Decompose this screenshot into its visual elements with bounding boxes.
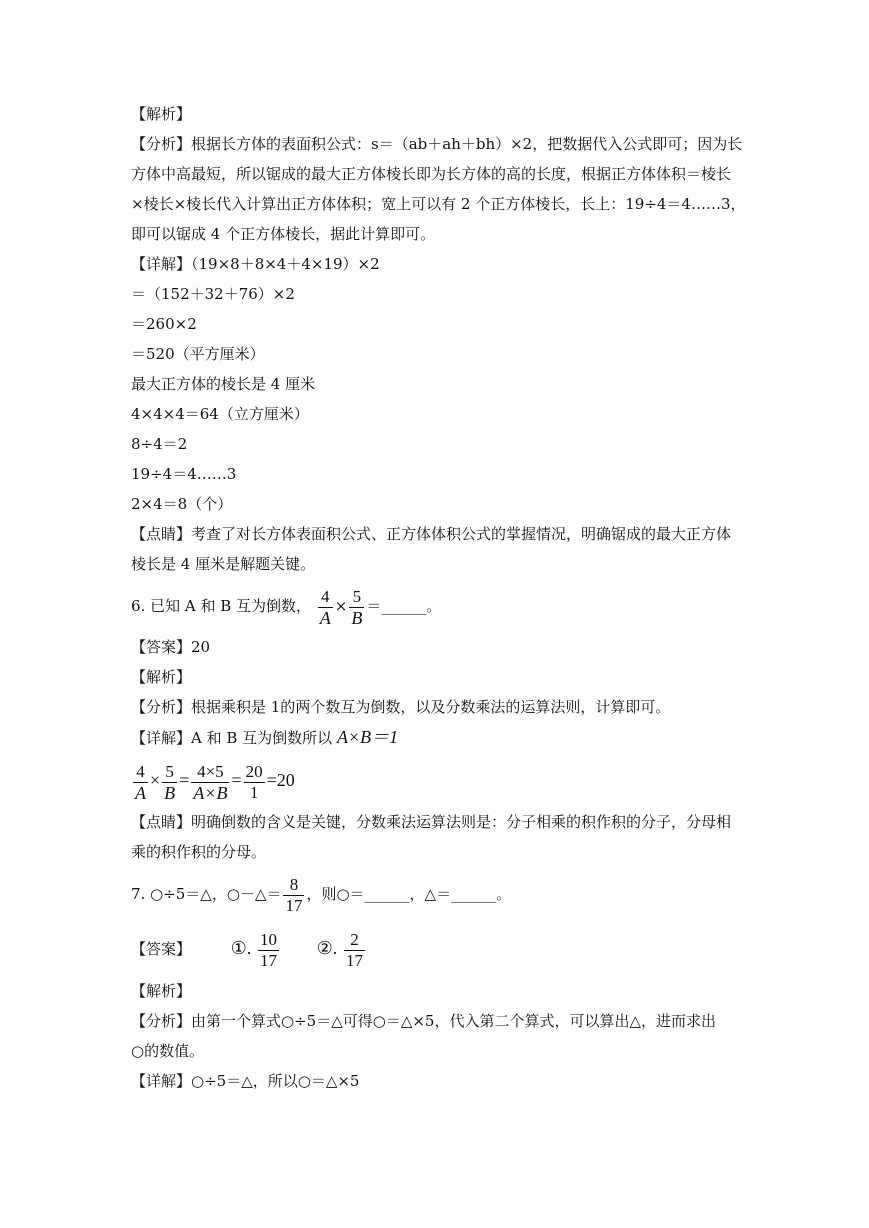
q7-answer-label: 【答案】 [131,940,192,958]
q6-eq-f3-numerator: 4×5 [197,761,224,781]
q6-detail-math: A×B＝1 [336,727,399,747]
comment-line-1: 【点睛】考查了对长方体表面积公式、正方体体积公式的掌握情况，明确锯成的最大正方体 [131,525,732,543]
q7-a1-denominator: 17 [260,950,277,970]
q7-f-denominator: 17 [285,895,303,915]
q6-suffix: 。 [426,597,442,615]
q6-f1-numerator: 4 [321,586,330,606]
q6-eq-fraction-4 [244,762,265,803]
q7-prefix: 7. ○÷5＝△，○－△＝ [131,885,282,903]
q6-f1-denominator: A [319,607,331,628]
q6-equals: ＝ [366,597,382,615]
q6-eq-f2-numerator: 5 [165,761,174,781]
q6-eq-equals-2: = [231,770,242,790]
q6-eq-result: 20 [276,770,295,790]
detail-line-2: ＝（152＋32＋76）×2 [131,285,295,303]
analysis-line-3: ×棱长×棱长代入计算出正方体体积；宽上可以有 2 个正方体棱长，长上：19÷4＝4……3， [131,195,746,213]
q6-eq-f4-denominator: 1 [244,782,265,803]
q6-f2-denominator: B [351,607,363,628]
q7-blank-2: ______ [451,885,497,903]
detail-line-4: ＝520（平方厘米） [131,345,265,363]
q7-a2-denominator: 17 [345,950,363,970]
q6-times: × [334,597,348,615]
q6-jiexi-heading: 【解析】 [131,668,192,686]
q6-comment-line-2: 乘的积作积的分母。 [131,843,267,861]
q7-analysis-line-2: ○的数值。 [131,1042,205,1060]
analysis-line-2: 方体中高最短，所以锯成的最大正方体棱长即为长方体的高的长度，根据正方体体积＝棱长 [131,165,732,183]
q6-equation [131,758,295,803]
q7-middle: ，则○＝ [306,885,365,903]
q7-fraction [283,875,304,916]
q7-answer-2-fraction [344,930,365,971]
detail-line-1: 【详解】（19×8＋8×4＋4×19）×2 [131,255,380,273]
detail-line-3: ＝260×2 [131,315,197,333]
q7-f-numerator: 8 [289,874,299,894]
q6-eq-fraction-2 [162,762,177,803]
q6-eq-f3-denominator: A×B [193,782,228,803]
q7-comma: ，△＝ [409,885,452,903]
comment-line-2: 棱长是 4 厘米是解题关键。 [131,555,316,573]
q7-blank-1: ______ [364,885,410,903]
q6-eq-fraction-3 [191,762,229,803]
q6-eq-f4-numerator: 20 [245,761,263,781]
q7-a1-numerator: 10 [260,929,277,949]
q7-detail: 【详解】○÷5＝△，所以○＝△×5 [131,1072,360,1090]
q7-analysis-line-1: 【分析】由第一个算式○÷5＝△可得○＝△×5，代入第二个算式，可以算出△，进而求出 [131,1012,717,1030]
q6-f2-numerator: 5 [352,586,362,606]
q7-answer [131,926,367,971]
question-7 [131,872,511,916]
q7-answer-2-marker: ②. [316,938,338,958]
detail-line-7: 8÷4＝2 [131,435,188,453]
q6-eq-f2-denominator: B [164,782,176,803]
q6-eq-f1-numerator: 4 [136,761,145,781]
analysis-line-1: 【分析】根据长方体的表面积公式：s＝（ab＋ah＋bh）×2，把数据代入公式即可；因为长 [131,135,743,153]
q6-fraction-1 [318,587,333,628]
q6-answer: 【答案】20 [131,638,211,656]
q7-a2-numerator: 2 [350,929,359,949]
detail-line-9: 2×4＝8（个） [131,495,233,513]
q6-comment-line-1: 【点睛】明确倒数的含义是关键，分数乘法运算法则是：分子相乘的积作积的分子，分母相 [131,813,732,831]
q6-fraction-2 [349,587,364,628]
q6-analysis: 【分析】根据乘积是 1的两个数互为倒数，以及分数乘法的运算法则，计算即可。 [131,698,671,716]
q6-detail-text: 【详解】A 和 B 互为倒数所以 [131,729,337,747]
q6-eq-fraction-1 [133,762,148,803]
q6-prefix: 6. 已知 A 和 B 互为倒数， [131,597,312,615]
detail-line-6: 4×4×4＝64（立方厘米） [131,405,309,423]
analysis-line-4: 即可以锯成 4 个正方体棱长，据此计算即可。 [131,225,436,243]
q6-detail [131,727,398,748]
q7-answer-1-fraction [258,930,279,971]
q7-jiexi-heading: 【解析】 [131,982,192,1000]
q6-answer-blank: ______ [381,597,427,615]
q7-suffix: 。 [496,885,512,903]
q6-eq-f1-denominator: A [135,782,146,803]
q6-eq-equals-3: = [266,770,277,790]
q6-eq-times: × [150,770,161,790]
detail-line-5: 最大正方体的棱长是 4 厘米 [131,375,316,393]
q6-eq-equals-1: = [179,770,190,790]
question-6 [131,584,441,628]
detail-line-8: 19÷4＝4……3 [131,465,237,483]
jiexi-heading: 【解析】 [131,105,192,123]
q7-answer-1-marker: ①. [230,938,252,958]
